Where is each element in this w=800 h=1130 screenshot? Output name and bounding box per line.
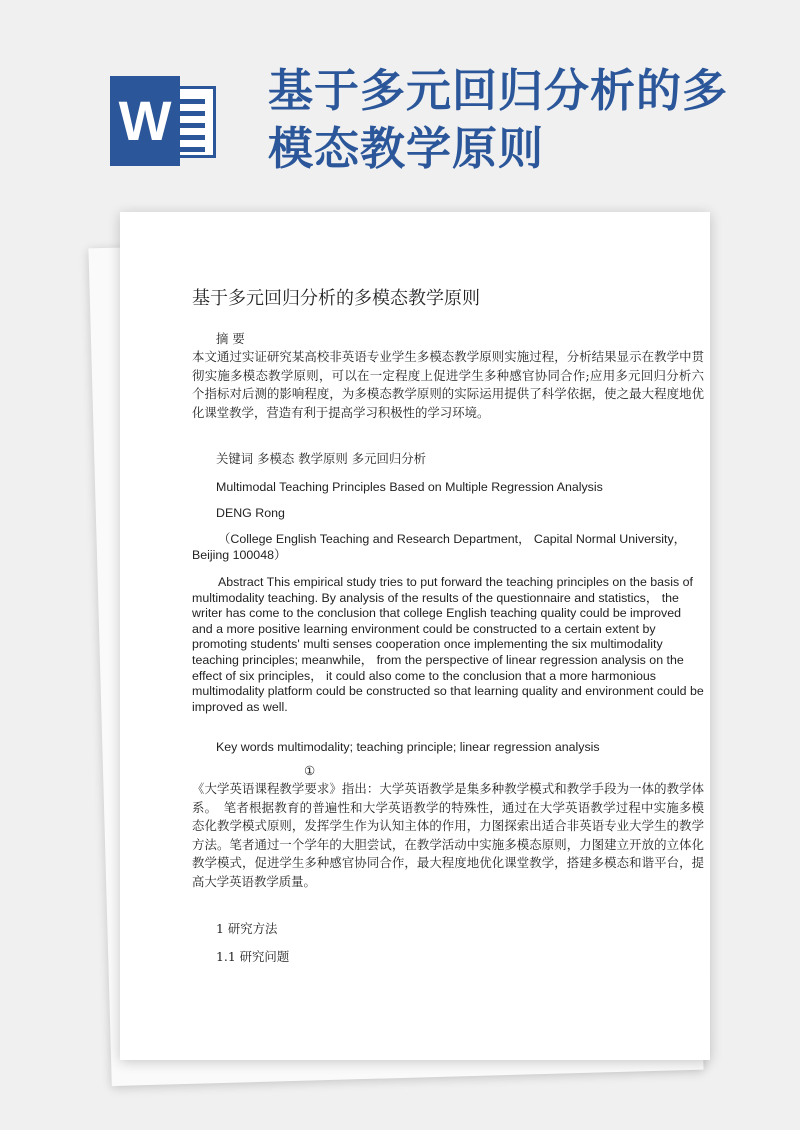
affiliation: （College English Teaching and Research Department， Capital Normal University， Beijing 100048） — [192, 532, 687, 562]
document-title: 基于多元回归分析的多模态教学原则 — [192, 288, 480, 309]
word-document-icon — [110, 76, 220, 166]
author: DENG Rong — [216, 506, 285, 520]
heading-1-block — [192, 920, 704, 939]
heading-1-1-block — [192, 948, 704, 967]
keywords-cn: 关键词 多模态 教学原则 多元回归分析 — [216, 451, 427, 466]
keywords-en: Key words multimodality; teaching principle; linear regression analysis — [216, 740, 600, 754]
heading-1-1: 1.1 研究问题 — [216, 949, 290, 964]
banner-title-line-2: 模态教学原则 — [268, 122, 545, 175]
section-mark: ① — [304, 763, 316, 778]
intro-cn: 《大学英语课程教学要求》指出：大学英语教学是集多种教学模式和教学手段为一体的教学体系。 笔者根据教育的普遍性和大学英语教学的特殊性，通过在大学英语教学过程中实施多模态化教学模式原则，发挥学生作为认知主体的作用，力图探索出适合非英语专业大学生的教学方法。笔者通过一个学年的大胆尝试，在教学活动中实施多模态原则，力图建立开放的立体化教学模式，促进学生多种感官协同合作，最大程度地优化课堂教学，搭建多模态和谐平台，提高大学英语教学质量。 — [192, 781, 704, 889]
intro-cn-block — [192, 780, 704, 891]
title-en: Multimodal Teaching Principles Based on Multiple Regression Analysis — [216, 480, 603, 494]
affiliation-block — [192, 532, 704, 563]
document-page — [120, 212, 710, 1060]
word-letter-badge: W — [110, 76, 180, 166]
section-mark-block — [192, 762, 704, 781]
abstract-label-block — [192, 330, 704, 349]
title-en-block — [192, 480, 704, 496]
heading-1: 1 研究方法 — [216, 921, 278, 936]
abstract-en: Abstract This empirical study tries to put forward the teaching principles on the basis of multimodality teaching. By analysis of the results of the questionnaire and statistics， the writer has come to the conclusion that college English teaching quality could be improved and a more positive learning environment could be constructed to a certain extent by promoting students' multi senses cooperation once implementing the six multimodality teaching principles; meanwhile， from the perspective of linear regression analysis on the effect of six principles， it could also come to the conclusion that a more harmonious multimodality platform could be constructed so that learning quality and environment could be improved as well. — [192, 575, 704, 714]
abstract-en-block — [192, 575, 704, 715]
author-block — [192, 506, 704, 522]
banner-title — [268, 62, 788, 178]
banner — [0, 0, 800, 210]
keywords-cn-block — [192, 450, 704, 469]
banner-title-line-1: 基于多元回归分析的多 — [268, 64, 729, 117]
abstract-cn-block — [192, 348, 704, 422]
abstract-label: 摘 要 — [216, 331, 245, 346]
abstract-cn: 本文通过实证研究某高校非英语专业学生多模态教学原则实施过程，分析结果显示在教学中贯彻实施多模态教学原则，可以在一定程度上促进学生多种感官协同合作;应用多元回归分析六个指标对后测的影响程度，为多模态教学原则的实际运用提供了科学依据，使之最大程度地优化课堂教学，营造有利于提高学习积极性的学习环境。 — [192, 349, 704, 420]
keywords-en-block — [192, 740, 704, 756]
